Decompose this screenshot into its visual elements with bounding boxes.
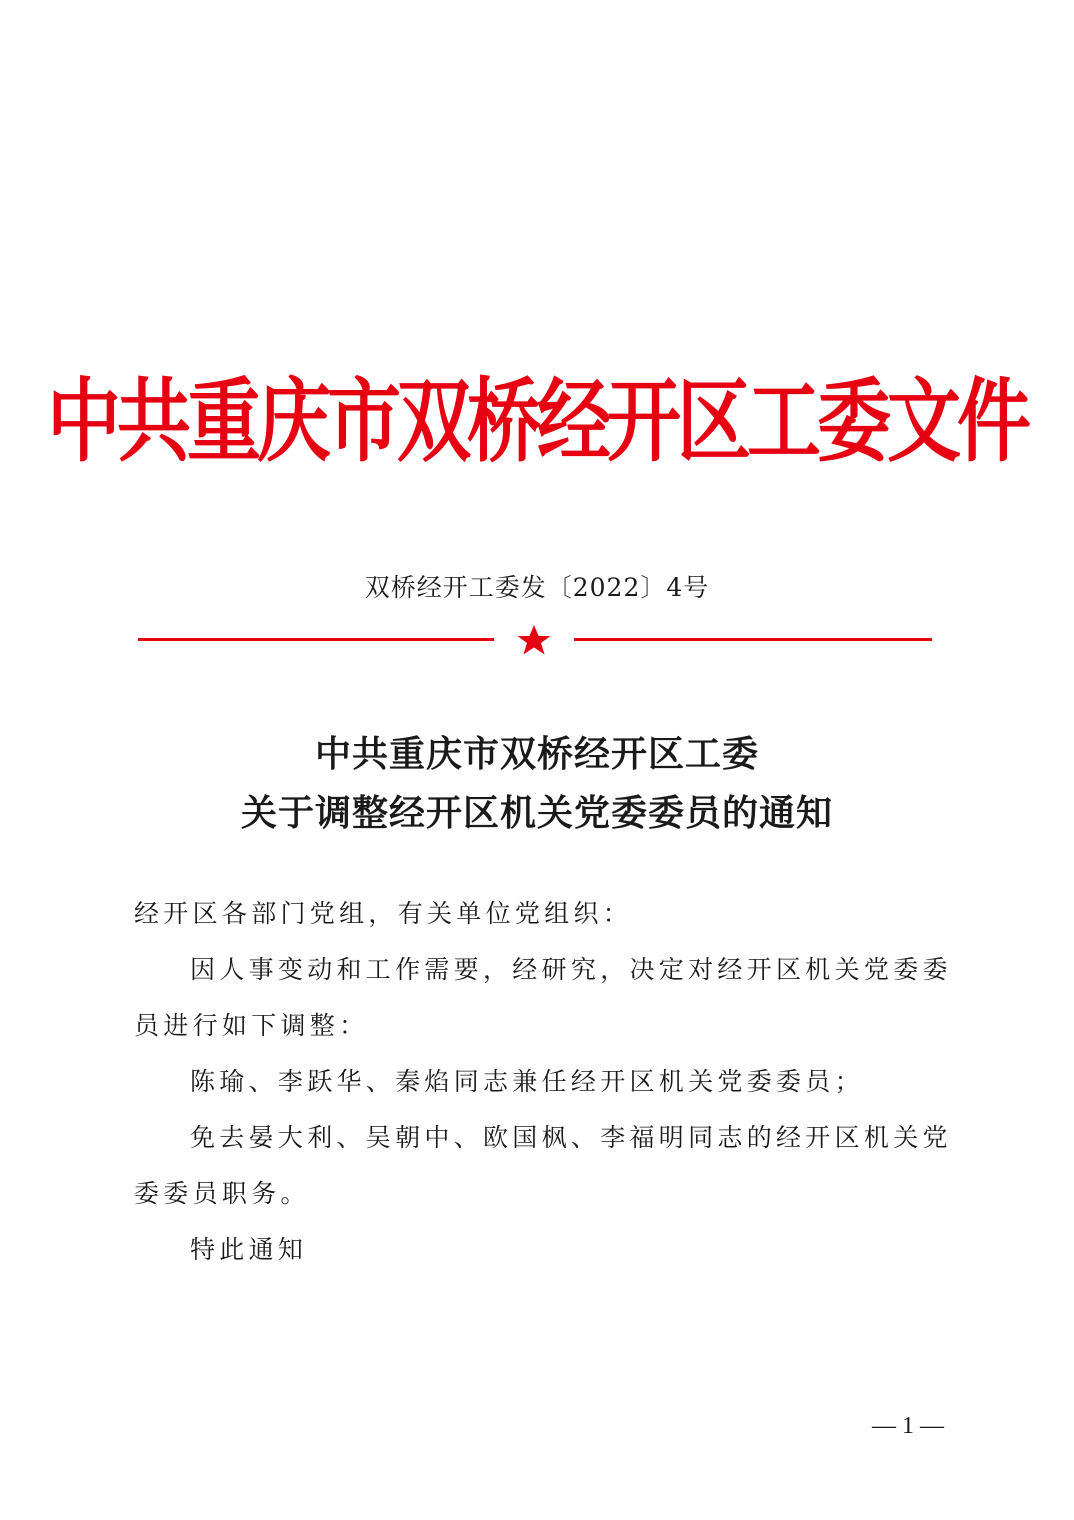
paragraph-1-line-2: 员进行如下调整： <box>134 1011 369 1040</box>
divider-line-right <box>574 638 932 641</box>
document-number: 双桥经开工委发〔2022〕4号 <box>364 573 710 602</box>
paragraph-1-line-1: 因人事变动和工作需要，经研究，决定对经开区机关党委委 <box>190 955 952 984</box>
red-divider <box>138 625 932 655</box>
notice-title-line-1: 中共重庆市双桥经开区工委 <box>314 733 759 775</box>
salutation: 经开区各部门党组，有关单位党组织： <box>134 899 633 928</box>
paragraph-2: 陈瑜、李跃华、秦焰同志兼任经开区机关党委委员； <box>190 1067 864 1096</box>
star-icon <box>514 624 554 656</box>
closing-line: 特此通知 <box>190 1235 308 1264</box>
divider-line-left <box>138 638 494 641</box>
page-number: — 1 — <box>872 1413 944 1439</box>
paragraph-3-line-1: 免去晏大利、吴朝中、欧国枫、李福明同志的经开区机关党 <box>190 1123 952 1152</box>
notice-title-line-2: 关于调整经开区机关党委委员的通知 <box>240 792 833 834</box>
issuer-masthead: 中共重庆市双桥经开区工委文件 <box>47 369 1027 475</box>
paragraph-3-line-2: 委委员职务。 <box>134 1179 310 1208</box>
